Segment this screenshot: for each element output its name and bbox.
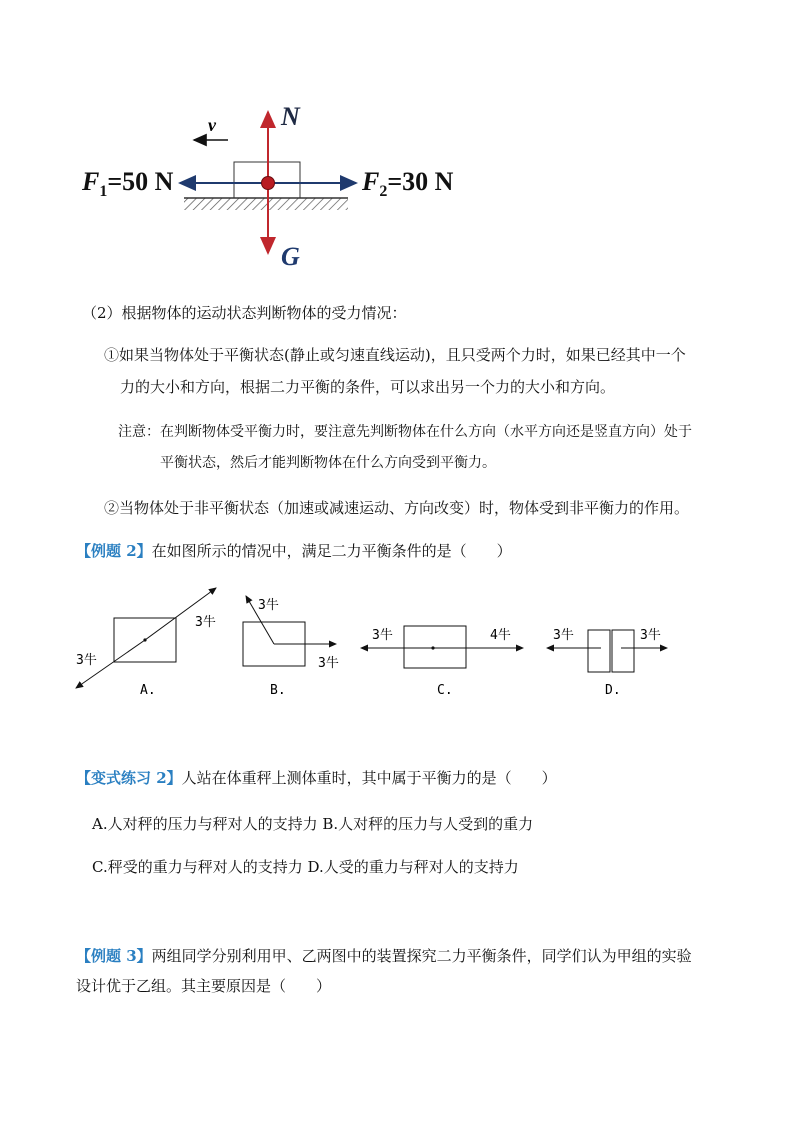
f2-symbol: F <box>362 167 380 196</box>
item-1-line-2: 力的大小和方向，根据二力平衡的条件，可以求出另一个力的大小和方向。 <box>120 378 616 396</box>
f1-symbol: F <box>82 167 100 196</box>
option-a-arrow-up <box>145 588 216 640</box>
center-dot <box>262 177 275 190</box>
f1-sub: 1 <box>99 183 108 200</box>
option-c-label-left: 3牛 <box>372 628 393 643</box>
note-line-1: 注意：在判断物体受平衡力时，要注意先判断物体在什么方向（水平方向还是竖直方向）处于 <box>118 424 692 440</box>
variant-2-tag: 【变式练习 2】 <box>76 769 182 787</box>
ground <box>184 198 348 210</box>
v-label: v <box>208 115 216 135</box>
variant-2-options-1: A.人对秤的压力与秤对人的支持力 B.人对秤的压力与人受到的重力 <box>92 815 534 833</box>
option-a-label-top: 3牛 <box>195 615 216 630</box>
example-3-tag: 【例题 3】 <box>76 947 152 965</box>
option-a-label-bottom: 3牛 <box>76 653 97 668</box>
option-a-caption: A. <box>140 683 156 698</box>
force-diagram <box>70 95 490 275</box>
example-3-text-1: 两组同学分别利用甲、乙两图中的装置探究二力平衡条件，同学们认为甲组的实验 <box>151 947 692 965</box>
f2-label <box>361 167 454 200</box>
example-2-text: 在如图所示的情况中，满足二力平衡条件的是（ ） <box>151 542 512 560</box>
option-d-box-left <box>588 630 610 672</box>
f2-sub: 2 <box>379 183 388 200</box>
option-b-label-top: 3牛 <box>258 598 279 613</box>
item-1-line-1: ①如果当物体处于平衡状态(静止或匀速直线运动)，且只受两个力时，如果已经其中一个 <box>104 346 686 364</box>
f2-value: =30 N <box>387 167 454 196</box>
item-2: ②当物体处于非平衡状态（加速或减速运动、方向改变）时，物体受到非平衡力的作用。 <box>104 499 690 517</box>
example-2 <box>76 541 512 561</box>
option-b-caption: B. <box>270 683 286 698</box>
option-c-box <box>404 626 466 668</box>
f1-value: =50 N <box>107 167 174 196</box>
example-3-line-1 <box>76 946 692 966</box>
example-3-line-2: 设计优于乙组。其主要原因是（ ） <box>76 977 332 995</box>
option-d-label-right: 3牛 <box>640 628 661 643</box>
note-line-2: 平衡状态，然后才能判断物体在什么方向受到平衡力。 <box>160 455 496 471</box>
variant-2-text: 人站在体重秤上测体重时，其中属于平衡力的是（ ） <box>181 769 557 787</box>
options-figure <box>60 582 700 707</box>
option-d-label-left: 3牛 <box>553 628 574 643</box>
n-label: N <box>281 102 300 131</box>
variant-2-options-2: C.秤受的重力与秤对人的支持力 D.人受的重力与秤对人的支持力 <box>92 858 519 876</box>
variant-2 <box>76 768 557 788</box>
para-2: （2）根据物体的运动状态判断物体的受力情况： <box>82 304 407 322</box>
option-b-label-right: 3牛 <box>318 656 339 671</box>
option-c-label-right: 4牛 <box>490 628 511 643</box>
option-d-box-right <box>612 630 634 672</box>
g-label: G <box>281 242 300 271</box>
option-d-caption: D. <box>605 683 621 698</box>
option-c-caption: C. <box>437 683 453 698</box>
example-2-tag: 【例题 2】 <box>76 542 152 560</box>
f1-label <box>81 167 174 200</box>
